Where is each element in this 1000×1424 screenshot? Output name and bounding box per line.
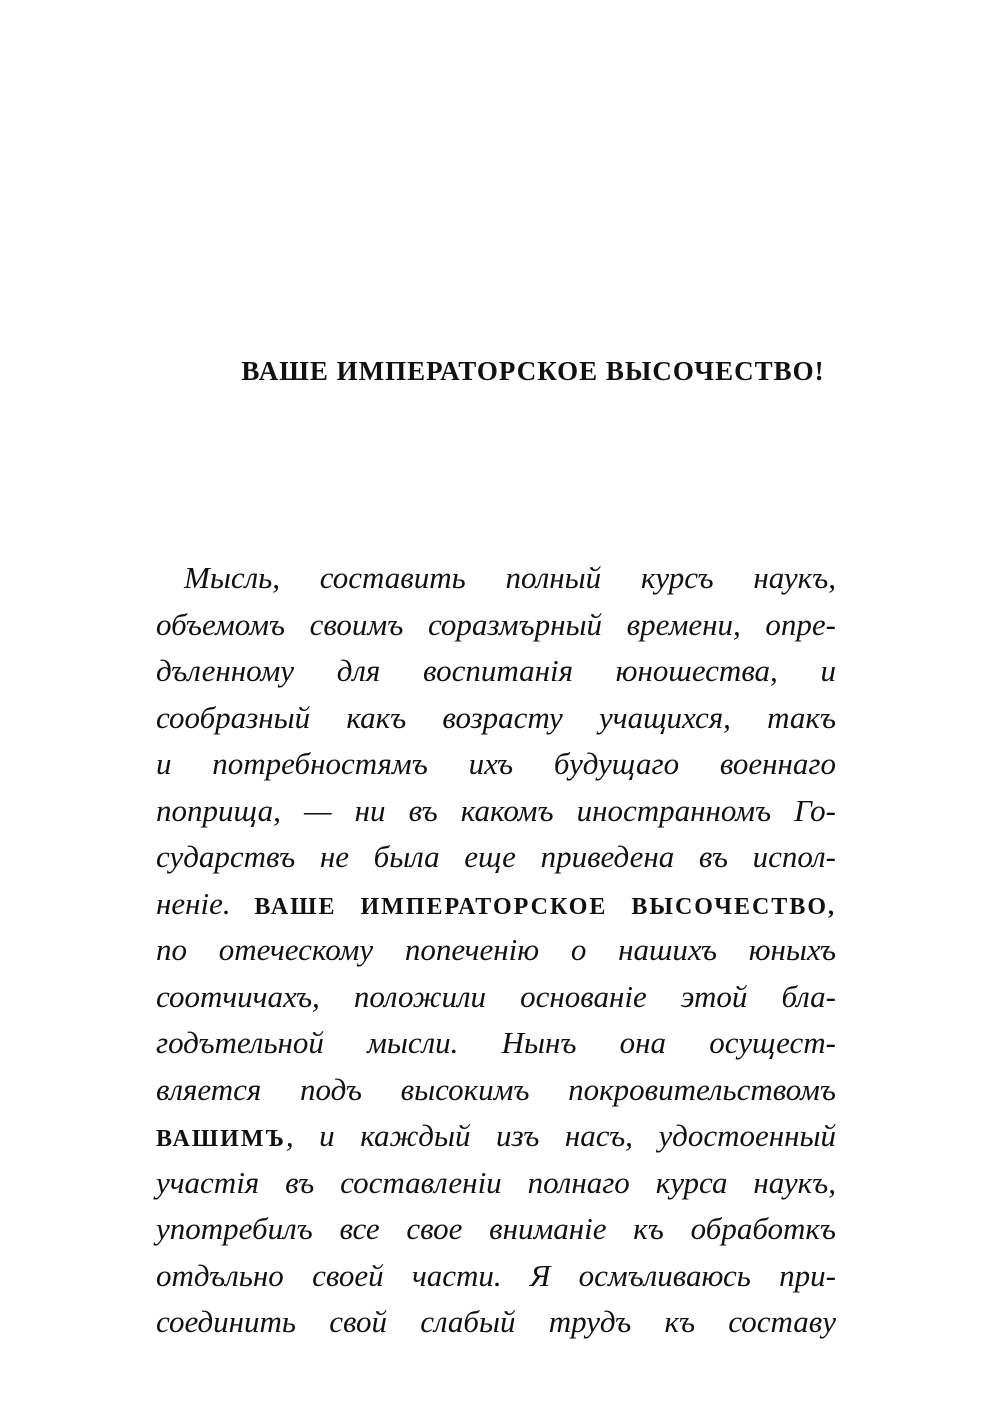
text-line: соединить свой слабый трудъ къ составу: [156, 1304, 836, 1339]
dedication-heading: [0, 356, 1000, 387]
text-line: и потребностямъ ихъ будущаго военнаго: [156, 746, 836, 781]
text-line: неніе. ВАШЕ ИМПЕРАТОРСКОЕ ВЫСОЧЕСТВО,: [156, 885, 836, 921]
text-line: по отеческому попеченію о нашихъ юныхъ: [156, 932, 836, 967]
text-line: сообразный какъ возрасту учащихся, такъ: [156, 699, 836, 735]
text-line: дъленному для воспитанія юношества, и: [156, 653, 836, 688]
text-line: соотчичахъ, положили основаніе этой бла-: [156, 978, 836, 1014]
text-line: сударствъ не была еще приведена въ испол-: [156, 839, 836, 874]
title-small-caps: ВАШЕ ИМПЕРАТОРСКОЕ ВЫСОЧЕСТВО,: [254, 893, 836, 920]
title-small-caps: ВАШИМЪ: [156, 1126, 286, 1152]
text-line: поприща, — ни въ какомъ иностранномъ Го-: [156, 792, 836, 828]
dedication-heading-text: ВАШЕ ИМПЕРАТОРСКОЕ ВЫСОЧЕСТВО!: [241, 356, 825, 386]
text-line: годътельной мысли. Нынъ она осущест-: [156, 1025, 836, 1060]
text-line: отдъльно своей части. Я осмъливаюсь при-: [156, 1257, 836, 1293]
dedication-body: [156, 555, 836, 1346]
text-line: употребилъ все свое вниманіе къ обработкъ: [156, 1211, 836, 1246]
text-line: объемомъ своимъ соразмърный времени, опре-: [156, 606, 836, 642]
text-line: ВАШИМЪ, и каждый изъ насъ, удостоенный: [156, 1118, 836, 1153]
text-line: вляется подъ высокимъ покровительствомъ: [156, 1071, 836, 1107]
text-line: Мысль, составить полный курсъ наукъ,: [184, 560, 836, 595]
text-line: участія въ составленіи полнаго курса наукъ,: [156, 1164, 836, 1200]
